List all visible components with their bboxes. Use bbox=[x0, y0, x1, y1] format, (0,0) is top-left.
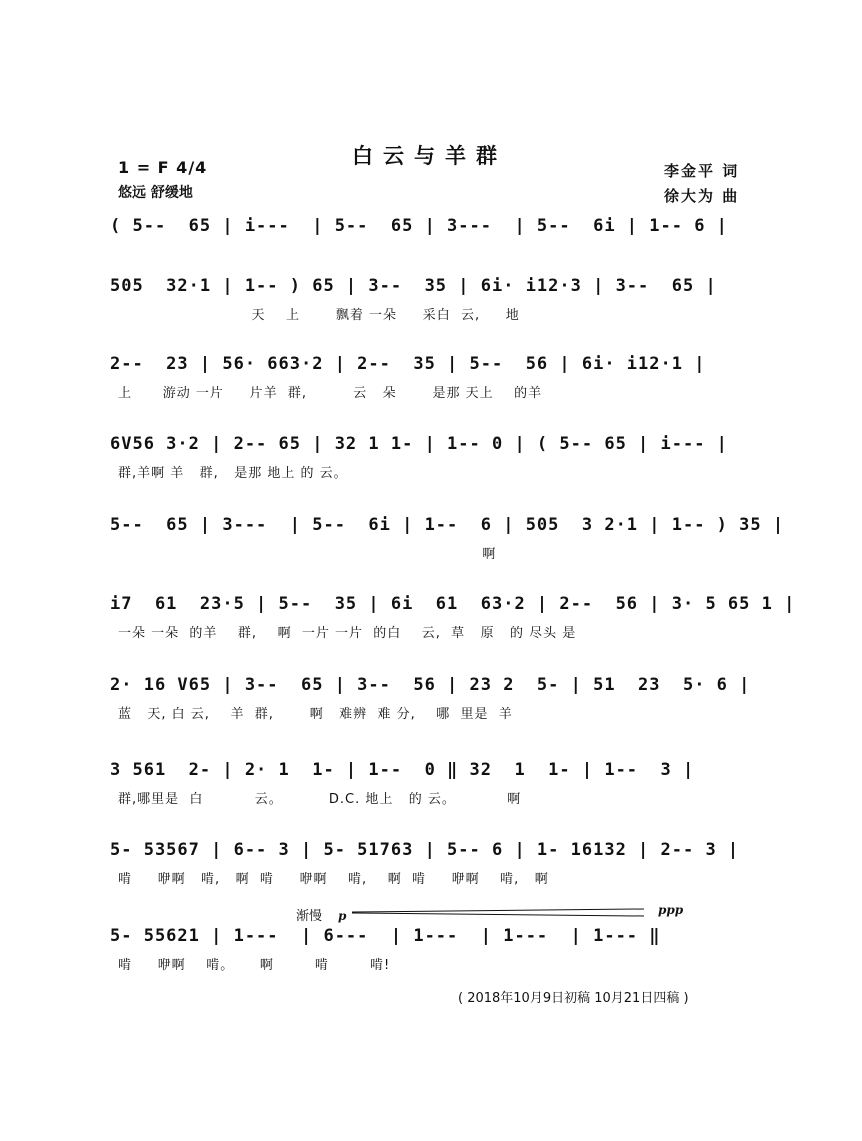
notation-line: 5-- 65 | 3--- | 5-- 6i | 1-- 6 | 505 3 2·1 | 1-- ) 35 | bbox=[110, 515, 785, 535]
lyrics-line: 群,羊啊 羊 群, 是那 地上 的 云。 bbox=[118, 466, 348, 481]
decrescendo-line-lower bbox=[352, 912, 644, 916]
revision-footer: ( 2018年10月9日初稿 10月21日四稿 ) bbox=[458, 991, 689, 1006]
dynamic-end-marking: ppp bbox=[658, 903, 684, 917]
lyrics-line: 蓝 天, 白 云, 羊 群, 啊 难辨 难 分, 哪 里是 羊 bbox=[118, 707, 513, 722]
notation-line: 505 32·1 | 1-- ) 65 | 3-- 35 | 6i· i12·3 | 3-- 65 | bbox=[110, 276, 717, 296]
notation-line: 3 561 2- | 2· 1 1- | 1-- 0 ‖ 32 1 1- | 1-- 3 | bbox=[110, 760, 695, 780]
decrescendo-line-upper bbox=[352, 908, 644, 912]
lyrics-line: 一朵 一朵 的羊 群, 啊 一片 一片 的白 云, 草 原 的 尽头 是 bbox=[118, 626, 577, 641]
lyrics-line: 天 上 飘着 一朵 采白 云, 地 bbox=[118, 308, 520, 323]
dynamic-start-marking: p bbox=[338, 909, 347, 923]
notation-line: 5- 53567 | 6-- 3 | 5- 51763 | 5-- 6 | 1- 16132 | 2-- 3 | bbox=[110, 840, 740, 860]
lyrics-line: 啊 bbox=[118, 547, 497, 562]
notation-line: 5- 55621 | 1--- | 6--- | 1--- | 1--- | 1--- ‖ bbox=[110, 926, 661, 946]
lyrics-line: 群,哪里是 白 云。 D.C. 地上 的 云。 啊 bbox=[118, 792, 522, 807]
notation-line: 2· 16 V65 | 3-- 65 | 3-- 56 | 23 2 5- | 51 23 5· 6 | bbox=[110, 675, 751, 695]
notation-line: 2-- 23 | 56· 663·2 | 2-- 35 | 5-- 56 | 6i· i12·1 | bbox=[110, 354, 706, 374]
lyrics-line: 啃 咿啊 啃。 啊 啃 啃! bbox=[118, 958, 391, 973]
notation-line: 6V56 3·2 | 2-- 65 | 32 1 1- | 1-- 0 | ( 5-- 65 | i--- | bbox=[110, 434, 728, 454]
lyricist-credit: 李金平 词 bbox=[664, 162, 740, 180]
tempo-marking: 悠远 舒缓地 bbox=[118, 185, 193, 201]
ritardando-marking: 渐慢 bbox=[296, 909, 323, 924]
lyrics-line: 啃 咿啊 啃, 啊 啃 咿啊 啃, 啊 啃 咿啊 啃, 啊 bbox=[118, 872, 549, 887]
song-title: 白云与羊群 bbox=[352, 144, 507, 168]
key-signature: 1 = F 4/4 bbox=[118, 158, 208, 177]
notation-line: ( 5-- 65 | i--- | 5-- 65 | 3--- | 5-- 6i | 1-- 6 | bbox=[110, 216, 728, 236]
lyrics-line: 上 游动 一片 片羊 群, 云 朵 是那 天上 的羊 bbox=[118, 386, 543, 401]
notation-line: i7 61 23·5 | 5-- 35 | 6i 61 63·2 | 2-- 56 | 3· 5 65 1 | bbox=[110, 594, 796, 614]
composer-credit: 徐大为 曲 bbox=[664, 187, 740, 205]
